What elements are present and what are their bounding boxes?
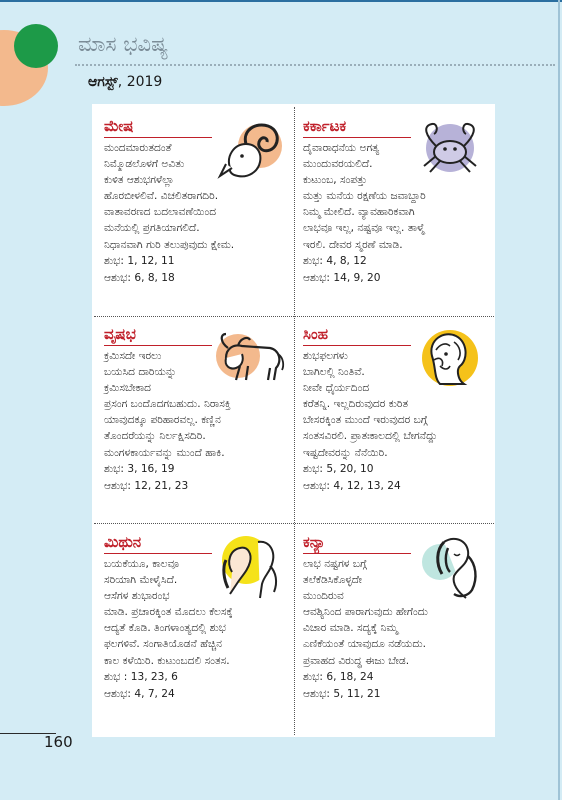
text-line: ಬಯಸಿದ ದಾರಿಯನ್ನು (104, 366, 177, 379)
unlucky-numbers: ಆಶುಭ: 6, 8, 18 (104, 271, 175, 284)
sign-underline (303, 137, 411, 138)
text-line: ಕರೆತನ್ನಿ. ಇಲ್ಲದಿರುವುದರ ಕುರಿತ (303, 398, 409, 411)
unlucky-numbers: ಆಶುಭ: 4, 7, 24 (104, 687, 175, 700)
text-line: ಹೊರಬೀಳಲಿವೆ. ವಿಚಲಿತರಾಗದಿರಿ. (104, 190, 219, 203)
crab-icon (412, 116, 490, 184)
text-line: ನಿಮ್ಮೊಡಲೊಳಗೆ ಅವಿತು (104, 158, 185, 171)
unlucky-numbers: ಆಶುಭ: 14, 9, 20 (303, 271, 381, 284)
text-line: ತೊಂದರೆಯನ್ನು ನಿರ್ಲಕ್ಷಿಸದಿರಿ. (104, 430, 206, 443)
text-line: ಮಾಡಿ. ಪ್ರಚಾರಕ್ಕಿಂತ ಮೊದಲು ಕೆಲಸಕ್ಕೆ (104, 606, 233, 619)
virgin-icon (414, 528, 488, 604)
text-line: ಲಾಭ ನಷ್ಟಗಳ ಬಗ್ಗೆ (303, 558, 367, 570)
text-line: ಬೇಸರಕ್ಕಿಂತ ಮುಂದೆ ಇರುವುದರ ಬಗ್ಗೆ (303, 414, 428, 427)
text-line: ಆದ್ಯತೆ ಕೊಡಿ. ತಿಂಗಳಾಂತ್ಯದಲ್ಲಿ ಶುಭ (104, 622, 226, 635)
text-line: ಕುಟುಂಬ, ಸಂಪತ್ತು (303, 174, 368, 187)
unlucky-numbers: ಆಶುಭ: 4, 12, 13, 24 (303, 479, 401, 492)
text-line: ಕ್ರಮಿಸಬೇಕಾದ (104, 382, 152, 395)
text-line: ಇಷ್ಟದೇವರನ್ನು ನೆನೆಯಿರಿ. (303, 446, 388, 459)
text-line: ಆಸೆಗಳ ಶುಭಾರಂಭ (104, 590, 170, 603)
section-title: ಮಾಸ ಭವಿಷ್ಯ (78, 32, 169, 56)
sign-title: ಮೇಷ (104, 117, 134, 135)
text-line: ವಿಚಾರ ಮಾಡಿ. ಸದ್ಯಕ್ಕೆ ನಿಮ್ಮ (303, 622, 398, 635)
unlucky-numbers: ಆಶುಭ: 5, 11, 21 (303, 687, 381, 700)
text-line: ಬಾಗಿಲಲ್ಲಿ ನಿಂತಿವೆ. (303, 366, 365, 379)
month-year (88, 74, 162, 90)
top-border (0, 0, 562, 2)
text-line: ವಾತಾವರಣದ ಬದಲಾವಣೆಯಿಂದ (104, 206, 217, 219)
lucky-numbers: ಶುಭ: 3, 16, 19 (104, 462, 175, 475)
text-line: ನಿಮ್ಮ ಮೇಲಿದೆ. ವ್ಯಾವಹಾರಿಕವಾಗಿ (303, 206, 415, 219)
bull-icon (212, 330, 288, 386)
text-line: ನಿಧಾನವಾಗಿ ಗುರಿ ತಲುಪುವುದು ಕ್ಷೇಮ. (104, 238, 235, 251)
month-label: ಆಗಸ್ಟ್ (88, 74, 118, 90)
text-line: ಎಣಿಕೆಯಂತೆ ಯಾವುದೂ ನಡೆಯದು. (303, 638, 426, 651)
text-line: ಸರಿಯಾಗಿ ಮೇಳೈಸಿದೆ. (104, 574, 178, 587)
lion-icon (410, 326, 490, 392)
year-label: , 2019 (117, 74, 163, 90)
text-line: ಕುಳಿತ ಆಶುಭಗಳೆಲ್ಲಾ (104, 174, 175, 187)
lucky-numbers: ಶುಭ: 4, 8, 12 (303, 254, 367, 267)
lucky-numbers: ಶುಭ: 5, 20, 10 (303, 462, 374, 475)
twins-icon (212, 532, 288, 602)
text-line: ಮಂದಮಾರುತದಂತೆ (104, 142, 172, 154)
text-line: ಸಂತಸವಿರಲಿ. ಪ್ರಾತಃಕಾಲದಲ್ಲಿ ಬೇಗನೆದ್ದು (303, 430, 438, 443)
row-divider-2 (94, 523, 494, 524)
sign-underline (104, 137, 212, 138)
unlucky-numbers: ಆಶುಭ: 12, 21, 23 (104, 479, 189, 492)
text-line: ಆವಶ್ಯಿನಿಂದ ಪಾರಾಗುವುದು ಹೇಗೆಂದು (303, 606, 428, 619)
text-line: ನೀವೇ ಧೈರ್ಯದಿಂದ (303, 382, 370, 395)
text-line: ಪ್ರಸಂಗ ಬಂದೊದಗಬಹುದು. ನಿರಾಸಕ್ತಿ (104, 398, 231, 411)
page-number: 160 (44, 733, 73, 751)
sign-title: ಸಿಂಹ (303, 325, 329, 343)
sign-underline (303, 345, 411, 346)
text-line: ಬಯಕೆಯೂ, ಕಾಲವೂ (104, 558, 180, 570)
sign-underline (303, 553, 411, 554)
column-divider (294, 107, 295, 735)
text-line: ತಲೆಕೆಡಿಸಿಕೊಳ್ಳದೇ (303, 574, 363, 587)
text-line: ಇರಲಿ. ದೇವರ ಸ್ಮರಣೆ ಮಾಡಿ. (303, 238, 403, 251)
sign-underline (104, 345, 212, 346)
text-line: ದೈವಾರಾಧನೆಯ ಅಗತ್ಯ (303, 142, 380, 154)
text-line: ಮುಂದಿರುವ (303, 590, 344, 603)
lucky-numbers: ಶುಭ: 1, 12, 11 (104, 254, 175, 267)
text-line: ಮುಂದುವರಯಲಿದೆ. (303, 158, 373, 171)
lucky-numbers: ಶುಭ: 6, 18, 24 (303, 670, 374, 683)
row-divider-1 (94, 316, 494, 317)
green-circle-decoration (14, 24, 58, 68)
sign-title: ವೃಷಭ (104, 325, 136, 343)
title-dotted-divider (75, 64, 555, 66)
text-line: ಮನೆಯಲ್ಲಿ ಪ್ರಗತಿಯಾಗಲಿದೆ. (104, 222, 200, 235)
right-border (558, 0, 560, 800)
lucky-numbers: ಶುಭ : 13, 23, 6 (104, 670, 178, 683)
text-line: ಮತ್ತು ಮನೆಯ ರಕ್ಷಣೆಯ ಜವಾಬ್ದಾರಿ (303, 190, 426, 203)
sign-title: ಮಿಥುನ (104, 533, 142, 551)
text-line: ಪ್ರವಾಹದ ವಿರುದ್ಧ ಈಜು ಬೇಡ. (303, 654, 410, 667)
text-line: ಲಾಭವೂ ಇಲ್ಲ, ನಷ್ಟವೂ ಇಲ್ಲ. ತಾಳ್ಮೆ (303, 222, 425, 235)
text-line: ಫಲಗಳಿವೆ. ಸಂಗಾತಿಯೊಡನೆ ಹೆಚ್ಚಿನ (104, 638, 223, 651)
text-line: ಕ್ರಮಿಸದೇ ಇರಲು (104, 350, 162, 362)
sign-underline (104, 553, 212, 554)
sign-title: ಕರ್ಕಾಟಕ (303, 117, 347, 135)
text-line: ಶುಭಫಲಗಳು (303, 350, 348, 362)
sign-title: ಕನ್ಯಾ (303, 533, 326, 551)
text-line: ಮಂಗಳಕಾರ್ಯವನ್ನು ಮುಂದೆ ಹಾಕಿ. (104, 446, 225, 459)
text-line: ಕಾಲ ಕಳೆಯಿರಿ. ಕುಟುಂಬದಲಿ ಸಂತಸ. (104, 654, 230, 667)
ram-icon (212, 116, 288, 186)
text-line: ಯಾವುದಕ್ಕೂ ಪರಿಹಾರವಲ್ಲ. ಕಣ್ಣಿನ (104, 414, 221, 427)
